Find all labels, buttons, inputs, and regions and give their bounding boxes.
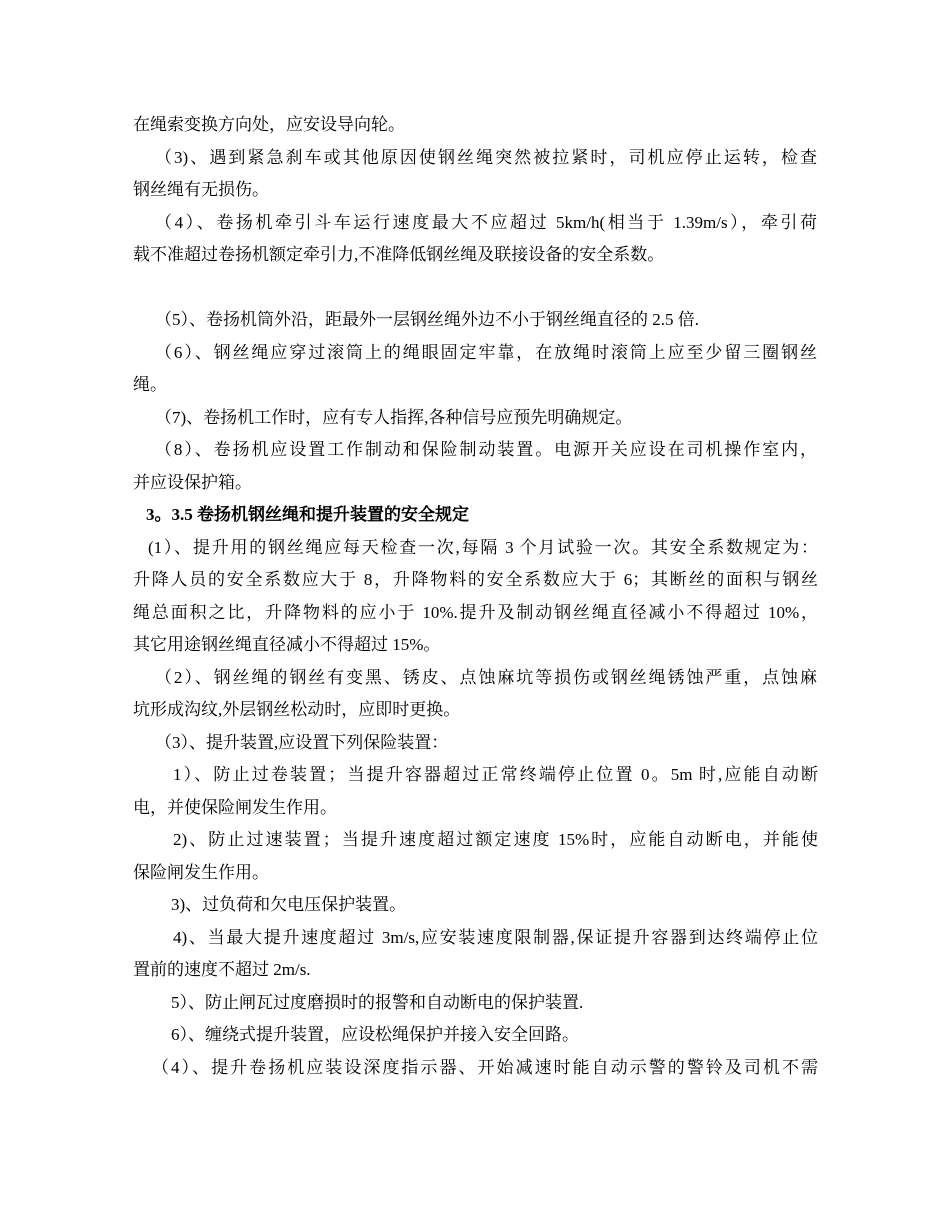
text-line: 5）、防止闸瓦过度磨损时的报警和自动断电的保护装置.	[171, 993, 584, 1012]
text-line: （7)、卷扬机工作时，应有专人指挥,各种信号应预先明确规定。	[155, 408, 633, 427]
text-line: 并应设保护箱。	[133, 473, 252, 492]
text-line: 在绳索变换方向处，应安设导向轮。	[133, 115, 405, 134]
text-line: 坑形成沟纹,外层钢丝松动时，应即时更换。	[133, 700, 461, 719]
text-line: 置前的速度不超过 2m/s.	[133, 960, 311, 979]
text-line: 1）、防止过卷装置；当提升容器超过正常终端停止位置 0。5m 时,应能自动断	[173, 765, 818, 784]
text-line: （5）、卷扬机筒外沿，距最外一层钢丝绳外边不小于钢丝绳直径的 2.5 倍.	[155, 310, 699, 329]
text-line: （6）、钢丝绳应穿过滚筒上的绳眼固定牢靠，在放绳时滚筒上应至少留三圈钢丝	[155, 343, 817, 362]
text-line: 其它用途钢丝绳直径减小不得超过 15%。	[133, 635, 441, 654]
text-line: 载不准超过卷扬机额定牵引力,不准降低钢丝绳及联接设备的安全系数。	[133, 245, 665, 264]
text-line: （4）、卷扬机牵引斗车运行速度最大不应超过 5km/h(相当于 1.39m/s），牵引荷	[155, 213, 817, 232]
text-line: 保险闸发生作用。	[133, 863, 269, 882]
text-line: （3）、提升装置,应设置下列保险装置：	[155, 733, 449, 752]
text-line: 2)、防止过速装置；当提升速度超过额定速度 15%时，应能自动断电，并能使	[173, 830, 818, 849]
text-line: (1）、提升用的钢丝绳应每天检查一次,每隔 3 个月试验一次。其安全系数规定为：	[148, 538, 818, 557]
text-line: 电，并使保险闸发生作用。	[133, 798, 337, 817]
text-line: 升降人员的安全系数应大于 8，升降物料的安全系数应大于 6；其断丝的面积与钢丝	[133, 570, 818, 589]
text-line: 绳总面积之比，升降物料的应小于 10%.提升及制动钢丝绳直径减小不得超过 10%，	[133, 603, 818, 622]
text-line: （3)、遇到紧急刹车或其他原因使钢丝绳突然被拉紧时，司机应停止运转，检查	[155, 148, 817, 167]
text-line: 6）、缠绕式提升装置，应设松绳保护并接入安全回路。	[171, 1025, 579, 1044]
text-line: 3)、过负荷和欠电压保护装置。	[171, 895, 407, 914]
text-line: 钢丝绳有无损伤。	[133, 180, 269, 199]
text-line: （2）、钢丝绳的钢丝有变黑、锈皮、点蚀麻坑等损伤或钢丝绳锈蚀严重，点蚀麻	[155, 668, 817, 687]
text-line: 4)、当最大提升速度超过 3m/s,应安装速度限制器,保证提升容器到达终端停止位	[173, 928, 818, 947]
text-line: 绳。	[133, 375, 167, 394]
section-heading: 3。3.5 卷扬机钢丝绳和提升装置的安全规定	[146, 505, 469, 524]
text-line: （4）、提升卷扬机应装设深度指示器、开始减速时能自动示警的警铃及司机不需	[152, 1058, 818, 1077]
text-line: （8）、卷扬机应设置工作制动和保险制动装置。电源开关应设在司机操作室内，	[155, 440, 817, 459]
